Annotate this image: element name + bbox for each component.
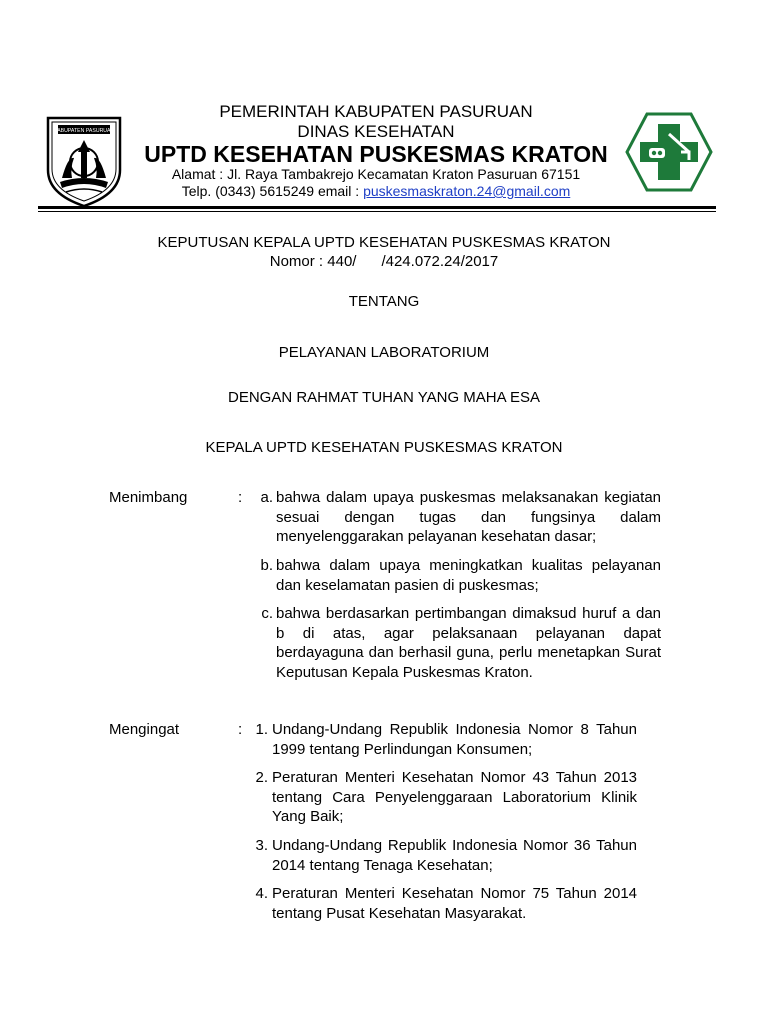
letterhead-address: Alamat : Jl. Raya Tambakrejo Kecamatan Kraton Pasuruan 67151 [171,166,581,182]
menimbang-mark-b: b. [260,557,273,574]
mengingat-mark-3: 3. [255,837,268,854]
menimbang-mark-a: a. [260,489,273,506]
decree-number: Nomor : 440/ /424.072.24/2017 [269,253,499,270]
menimbang-item-a: bahwa dalam upaya puskesmas melaksanakan kegiatan sesuai dengan tugas dan fungsinya dalam menyelenggarakan pelayanan kesehatan dasar; [276,489,661,545]
decree-subject: PELAYANAN LABORATORIUM [278,344,490,361]
mengingat-mark-2: 2. [255,769,268,786]
mengingat-item-4: Peraturan Menteri Kesehatan Nomor 75 Tahun 2014 tentang Pusat Kesehatan Masyarakat. [272,885,637,922]
letterhead-institution: UPTD KESEHATAN PUSKESMAS KRATON [144,141,608,167]
menimbang-item-b: bahwa dalam upaya meningkatkan kualitas pelayanan dan keselamatan pasien di puskesmas; [276,557,661,594]
menimbang-colon: : [238,489,243,506]
menimbang-label: Menimbang [109,489,188,506]
tentang-heading: TENTANG [348,293,420,310]
mengingat-item-2: Peraturan Menteri Kesehatan Nomor 43 Tahun 2013 tentang Cara Penyelenggaraan Laboratorium Klinik Yang Baik; [272,769,637,825]
telp-text: Telp. (0343) 5615249 email : [181,183,364,199]
letterhead-government: PEMERINTAH KABUPATEN PASURUAN [219,102,533,121]
mengingat-label: Mengingat [109,721,180,738]
mengingat-colon: : [238,721,243,738]
menimbang-item-c: bahwa berdasarkan pertimbangan dimaksud huruf a dan b di atas, agar pelaksanaan pelayanan dapat berdayaguna dan berhasil guna, perlu menetapkan Surat Keputusan Kepala Puskesmas Kraton. [276,605,661,681]
decree-title: KEPUTUSAN KEPALA UPTD KESEHATAN PUSKESMAS KRATON [157,234,611,251]
letterhead-department: DINAS KESEHATAN [297,122,455,141]
blessing-line: DENGAN RAHMAT TUHAN YANG MAHA ESA [227,389,540,406]
mengingat-item-1: Undang-Undang Republik Indonesia Nomor 8 Tahun 1999 tentang Perlindungan Konsumen; [272,721,637,758]
email-link[interactable]: puskesmaskraton.24@gmail.com [363,183,571,199]
letterhead-thin-rule [38,211,716,212]
mengingat-mark-1: 1. [255,721,268,738]
emblem-text: KABUPATEN PASURUAN [53,128,115,134]
letterhead-contact [92,183,660,199]
menimbang-mark-c: c. [261,605,273,622]
letterhead-thick-rule [38,206,716,209]
issuer-line: KEPALA UPTD KESEHATAN PUSKESMAS KRATON [205,439,563,456]
mengingat-item-3: Undang-Undang Republik Indonesia Nomor 36 Tahun 2014 tentang Tenaga Kesehatan; [272,837,637,874]
mengingat-mark-4: 4. [255,885,268,902]
